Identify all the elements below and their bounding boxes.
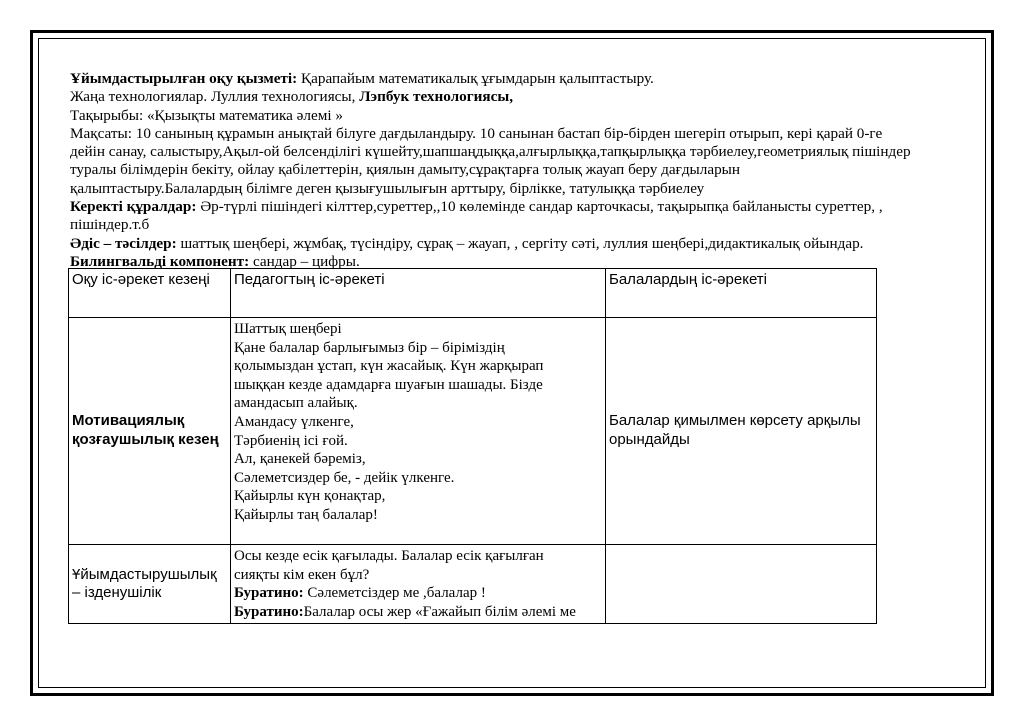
stage-cell: Ұйымдастырушылық – ізденушілік <box>69 545 231 624</box>
goal-line: дейін санау, салыстыру,Ақыл-ой белсенділігі күшейту,шапшаңдыққа,алғырлыққа,тапқырлыққа тәрбиелеу,геометриялық пішіндер <box>70 143 911 161</box>
technology-line <box>70 88 960 106</box>
teacher-line: Амандасу үлкенге, <box>234 413 354 430</box>
speaker-label: Буратино: <box>234 585 304 602</box>
teacher-line: Шаттық шеңбері <box>234 321 342 337</box>
teacher-line: Қайырлы күн қонақтар, <box>234 488 386 505</box>
teacher-line <box>234 584 602 603</box>
activity-label: Ұйымдастырылған оқу қызметі: <box>70 70 298 87</box>
teacher-line: қолымыздан ұстап, күн жасайық. Күн жарқырап <box>234 358 544 375</box>
materials-continuation: пішіндер.т.б <box>70 216 150 234</box>
teacher-line: Осы кезде есік қағылады. Балалар есік қағылған <box>234 548 544 564</box>
methods-value: шаттық шеңбері, жұмбақ, түсіндіру, сұрақ – жауап, , сергіту сәті, луллия шеңбері,дидактикалық ойындар. <box>176 234 864 252</box>
teacher-line: шыққан кезде адамдарға шуағын шашады. Бізде <box>234 376 543 393</box>
table-row <box>69 545 877 624</box>
children-cell <box>606 545 877 624</box>
materials-value: Әр-түрлі пішіндегі кілттер,суреттер,,10 көлемінде сандар карточкасы, тақырыпқа байланысты суреттер, , <box>196 198 883 216</box>
teacher-cell <box>231 318 606 545</box>
topic-line: Тақырыбы: «Қызықты математика әлемі » <box>70 106 343 124</box>
activity-value: Қарапайым математикалық ұғымдарын қалыптастыру. <box>297 70 654 87</box>
header-children: Балалардың іс-әрекеті <box>606 269 877 318</box>
header-stage: Оқу іс-әрекет кезеңі <box>69 269 231 318</box>
stage-cell <box>69 318 231 545</box>
goal-line: туралы білімдерін бекіту, ойлау қабілеттерін, қиялын дамыту,сұрақтарға толық жауап беру дағдыларын <box>70 161 741 179</box>
materials-line <box>70 198 960 216</box>
goal-line: Мақсаты: 10 санының құрамын анықтай білуге дағдыландыру. 10 санынан бастап бір-бірден шегеріп отырып, кері қарай 0-ге <box>70 124 883 142</box>
teacher-line: Қане балалар барлығымыз бір – біріміздің <box>234 339 505 356</box>
teacher-line: Сәлеметсиздер бе, - дейік үлкенге. <box>234 469 455 486</box>
bilingual-value: сандар – цифры. <box>249 252 360 270</box>
table-header-row <box>69 269 877 318</box>
goal-line: қалыптастыру.Балалардың білімге деген қызығушылығын арттыру, бірлікке, татулыққа тәрбиелеу <box>70 179 705 197</box>
teacher-line <box>234 603 602 622</box>
materials-label: Керекті құралдар: <box>70 198 197 216</box>
teacher-line: Қайырлы таң балалар! <box>234 506 378 523</box>
bilingual-label: Билингвальді компонент: <box>70 252 250 270</box>
table-row <box>69 318 877 545</box>
technology-text: Жаңа технологиялар. Луллия технологиясы, <box>70 88 360 106</box>
lesson-header <box>70 70 960 271</box>
teacher-line: Ал, қанекей бәреміз, <box>234 451 366 468</box>
technology-bold: Лэпбук технологиясы, <box>359 88 514 106</box>
teacher-line: амандасып алайық. <box>234 395 358 412</box>
children-cell: Балалар қимылмен көрсету арқылы орындайды <box>606 318 877 545</box>
speaker-text: Балалар осы жер «Ғажайып білім әлемі ме <box>303 603 576 620</box>
teacher-line: Тәрбиенің ісі ғой. <box>234 432 348 449</box>
speaker-text: Сәлеметсіздер ме ,балалар ! <box>303 585 486 602</box>
teacher-line: сияқты кім екен бұл? <box>234 566 370 583</box>
lesson-table <box>68 268 877 624</box>
speaker-label: Буратино: <box>234 603 304 620</box>
header-teacher: Педагогтың іс-әрекеті <box>231 269 606 318</box>
methods-label: Әдіс – тәсілдер: <box>70 234 177 252</box>
teacher-cell <box>231 545 606 624</box>
activity-line <box>70 70 960 88</box>
methods-line <box>70 235 960 253</box>
stage-motivation: Мотивациялық қозғаушылық кезең <box>72 412 219 448</box>
